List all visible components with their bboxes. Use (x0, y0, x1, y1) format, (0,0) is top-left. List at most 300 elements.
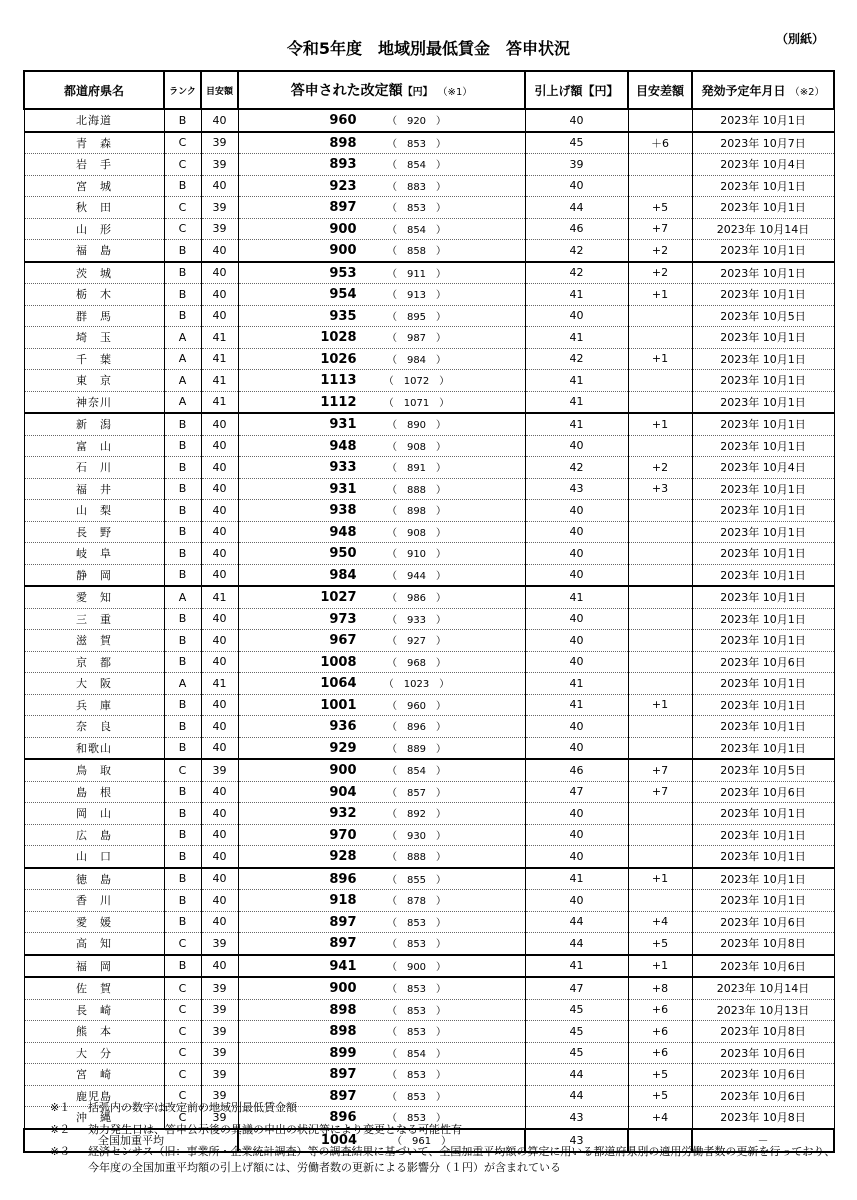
table-row (24, 781, 834, 803)
revised-amount: 893 (329, 157, 357, 173)
revised-amount: 936 (329, 719, 357, 735)
previous-amount: （ 987 ） (386, 333, 447, 345)
rank-cell: A (164, 370, 201, 392)
prefecture-cell: 神奈川 (24, 391, 164, 413)
revised-amount-cell (238, 175, 525, 197)
target-diff-cell: +7 (628, 218, 692, 240)
target-diff-cell (628, 716, 692, 738)
increase-cell: 44 (525, 911, 628, 933)
target-diff-cell (628, 630, 692, 652)
revised-amount: 896 (329, 871, 357, 887)
table-row (24, 1064, 834, 1086)
revised-amount: 904 (329, 784, 357, 800)
increase-cell: 40 (525, 521, 628, 543)
previous-amount: （ 984 ） (386, 354, 447, 366)
target-amount-cell: 39 (201, 197, 238, 219)
table-row (24, 370, 834, 392)
rank-cell: B (164, 305, 201, 327)
rank-cell: B (164, 240, 201, 262)
prefecture-cell: 石 川 (24, 457, 164, 479)
increase-cell: 40 (525, 175, 628, 197)
revised-amount: 1026 (320, 351, 357, 367)
target-amount-cell: 41 (201, 370, 238, 392)
target-amount-cell: 39 (201, 154, 238, 176)
revised-amount: 896 (329, 1110, 357, 1126)
revised-amount: 1008 (320, 654, 357, 670)
target-amount-cell: 40 (201, 305, 238, 327)
target-diff-cell: +1 (628, 868, 692, 890)
previous-amount: （ 858 ） (386, 246, 447, 258)
increase-cell: 40 (525, 564, 628, 586)
revised-amount: 898 (329, 1002, 357, 1018)
target-diff-cell: +6 (628, 1042, 692, 1064)
revised-amount-cell (238, 999, 525, 1021)
revised-amount-cell (238, 1042, 525, 1064)
effective-date-cell: 2023年 10月1日 (692, 543, 834, 565)
revised-amount-cell (238, 521, 525, 543)
target-diff-cell (628, 651, 692, 673)
total-label: 全国加重平均 (24, 1129, 238, 1152)
prefecture-cell: 福 島 (24, 240, 164, 262)
increase-cell: 40 (525, 824, 628, 846)
effective-date-cell: 2023年 10月1日 (692, 586, 834, 608)
previous-amount: （ 1071 ） (383, 397, 450, 409)
revised-amount-cell (238, 630, 525, 652)
revised-amount-cell (238, 716, 525, 738)
prefecture-cell: 宮 崎 (24, 1064, 164, 1086)
attachment-label: （別紙） (775, 32, 824, 46)
previous-amount: （ 853 ） (386, 1027, 447, 1039)
increase-cell: 42 (525, 348, 628, 370)
rank-cell: B (164, 694, 201, 716)
table-row (24, 759, 834, 781)
effective-date-cell: 2023年 10月1日 (692, 109, 834, 132)
footnote-mark: ※１ (50, 1101, 71, 1114)
increase-cell: 40 (525, 608, 628, 630)
rank-cell: B (164, 284, 201, 306)
revised-amount-cell (238, 154, 525, 176)
increase-cell: 43 (525, 478, 628, 500)
target-diff-cell (628, 890, 692, 912)
rank-cell: B (164, 716, 201, 738)
target-amount-cell: 40 (201, 478, 238, 500)
increase-cell: 40 (525, 651, 628, 673)
increase-cell: 40 (525, 630, 628, 652)
revised-amount: 970 (329, 827, 357, 843)
header-revised-unit: 【円】 (402, 87, 433, 98)
revised-amount-cell (238, 413, 525, 435)
revised-amount-cell (238, 737, 525, 759)
target-diff-cell (628, 846, 692, 868)
effective-date-cell: 2023年 10月14日 (692, 977, 834, 999)
increase-cell: 45 (525, 1042, 628, 1064)
increase-cell: 41 (525, 413, 628, 435)
effective-date-cell: 2023年 10月1日 (692, 240, 834, 262)
revised-amount: 918 (329, 893, 357, 909)
revised-amount: 900 (329, 243, 357, 259)
target-amount-cell: 40 (201, 781, 238, 803)
increase-cell: 40 (525, 500, 628, 522)
rank-cell: A (164, 391, 201, 413)
table-row (24, 521, 834, 543)
revised-amount-cell (238, 977, 525, 999)
target-diff-cell (628, 824, 692, 846)
increase-cell: 45 (525, 1021, 628, 1043)
increase-cell: 44 (525, 1064, 628, 1086)
effective-date-cell: 2023年 10月1日 (692, 694, 834, 716)
effective-date-cell: 2023年 10月1日 (692, 564, 834, 586)
effective-date-cell: 2023年 10月1日 (692, 262, 834, 284)
increase-cell: 42 (525, 457, 628, 479)
target-amount-cell: 41 (201, 327, 238, 349)
revised-amount: 960 (329, 113, 357, 129)
revised-amount-cell (238, 1021, 525, 1043)
effective-date-cell: 2023年 10月5日 (692, 305, 834, 327)
target-amount-cell: 39 (201, 933, 238, 955)
header-rank: ランク (164, 71, 201, 109)
effective-date-cell: 2023年 10月1日 (692, 348, 834, 370)
increase-cell: 42 (525, 240, 628, 262)
target-amount-cell: 39 (201, 1085, 238, 1107)
effective-date-cell: 2023年 10月8日 (692, 933, 834, 955)
revised-amount: 1113 (320, 373, 357, 389)
target-amount-cell: 39 (201, 759, 238, 781)
total-amount: 1004 (320, 1133, 357, 1148)
target-amount-cell: 41 (201, 586, 238, 608)
rank-cell: C (164, 999, 201, 1021)
revised-amount: 1112 (320, 394, 357, 410)
rank-cell: B (164, 175, 201, 197)
prefecture-cell: 和歌山 (24, 737, 164, 759)
table-header-row (24, 71, 834, 109)
header-revised-label: 答申された改定額 (290, 83, 403, 99)
increase-cell: 41 (525, 694, 628, 716)
target-diff-cell: +5 (628, 933, 692, 955)
table-row (24, 327, 834, 349)
previous-amount: （ 911 ） (386, 268, 447, 280)
increase-cell: 41 (525, 370, 628, 392)
revised-amount-cell (238, 132, 525, 154)
effective-date-cell: 2023年 10月4日 (692, 154, 834, 176)
target-amount-cell: 39 (201, 1064, 238, 1086)
rank-cell: B (164, 868, 201, 890)
target-diff-cell: +1 (628, 284, 692, 306)
revised-amount-cell (238, 478, 525, 500)
effective-date-cell: 2023年 10月1日 (692, 846, 834, 868)
effective-date-cell: 2023年 10月1日 (692, 716, 834, 738)
increase-cell: 40 (525, 803, 628, 825)
previous-amount: （ 913 ） (386, 290, 447, 302)
revised-amount-cell (238, 694, 525, 716)
previous-amount: （ 968 ） (386, 657, 447, 669)
prefecture-cell: 大 分 (24, 1042, 164, 1064)
target-diff-cell: +4 (628, 911, 692, 933)
rank-cell: C (164, 154, 201, 176)
prefecture-cell: 岐 阜 (24, 543, 164, 565)
revised-amount: 938 (329, 503, 357, 519)
table-row (24, 457, 834, 479)
rank-cell: B (164, 651, 201, 673)
rank-cell: B (164, 478, 201, 500)
minimum-wage-table (23, 70, 835, 1153)
revised-amount-cell (238, 564, 525, 586)
table-row (24, 435, 834, 457)
revised-amount-cell (238, 435, 525, 457)
rank-cell: C (164, 977, 201, 999)
table-row (24, 586, 834, 608)
rank-cell: B (164, 262, 201, 284)
rank-cell: B (164, 890, 201, 912)
rank-cell: B (164, 630, 201, 652)
revised-amount: 941 (329, 958, 357, 974)
revised-amount: 897 (329, 1067, 357, 1083)
revised-amount: 897 (329, 914, 357, 930)
table-row (24, 824, 834, 846)
table-row (24, 500, 834, 522)
table-row (24, 413, 834, 435)
revised-amount: 950 (329, 546, 357, 562)
target-diff-cell: +1 (628, 348, 692, 370)
rank-cell: B (164, 109, 201, 132)
header-revised-note: （※1） (437, 87, 473, 98)
table-row (24, 154, 834, 176)
effective-date-cell: 2023年 10月6日 (692, 1085, 834, 1107)
revised-amount-cell (238, 846, 525, 868)
target-amount-cell: 40 (201, 500, 238, 522)
target-diff-cell (628, 673, 692, 695)
revised-amount-cell (238, 890, 525, 912)
previous-amount: （ 853 ） (386, 138, 447, 150)
revised-amount-cell (238, 327, 525, 349)
increase-cell: 41 (525, 955, 628, 978)
previous-amount: （ 930 ） (386, 830, 447, 842)
rank-cell: C (164, 1042, 201, 1064)
rank-cell: B (164, 457, 201, 479)
footnote (50, 1100, 840, 1116)
prefecture-cell: 鳥 取 (24, 759, 164, 781)
target-amount-cell: 40 (201, 846, 238, 868)
footnote-text: 経済センサス（旧：事業所・企業統計調査）等の調査結果に基づいて、全国加重平均額の算定に用いる都道府県別の適用労働者数の更新を行っており、今年度の全国加重平均額の引上げ額には、労働者数の更新による影響分（１円）が含まれている (88, 1145, 836, 1174)
target-diff-cell (628, 564, 692, 586)
rank-cell: C (164, 218, 201, 240)
table-row (24, 977, 834, 999)
target-amount-cell: 39 (201, 132, 238, 154)
effective-date-cell: 2023年 10月7日 (692, 132, 834, 154)
target-amount-cell: 40 (201, 651, 238, 673)
revised-amount: 954 (329, 287, 357, 303)
rank-cell: A (164, 348, 201, 370)
table-row (24, 933, 834, 955)
header-effective-label: 発効予定年月日 (701, 83, 786, 98)
table-row (24, 262, 834, 284)
footnote-text: 効力発生日は、答申公示後の異議の申出の状況等により変更となる可能性有 (88, 1123, 462, 1136)
revised-amount-cell (238, 109, 525, 132)
effective-date-cell: 2023年 10月6日 (692, 1042, 834, 1064)
revised-amount: 953 (329, 265, 357, 281)
target-amount-cell: 40 (201, 457, 238, 479)
previous-amount: （ 944 ） (386, 570, 447, 582)
target-amount-cell: 40 (201, 240, 238, 262)
effective-date-cell: 2023年 10月1日 (692, 737, 834, 759)
effective-date-cell: 2023年 10月1日 (692, 890, 834, 912)
previous-amount: （ 892 ） (386, 809, 447, 821)
increase-cell: 40 (525, 737, 628, 759)
revised-amount: 1028 (320, 330, 357, 346)
target-diff-cell (628, 737, 692, 759)
previous-amount: （ 896 ） (386, 722, 447, 734)
table-row (24, 803, 834, 825)
target-diff-cell: +1 (628, 694, 692, 716)
revised-amount-cell (238, 803, 525, 825)
effective-date-cell: 2023年 10月1日 (692, 175, 834, 197)
revised-amount: 984 (329, 567, 357, 583)
revised-amount: 897 (329, 1088, 357, 1104)
revised-amount-cell (238, 457, 525, 479)
increase-cell: 42 (525, 262, 628, 284)
revised-amount: 1064 (320, 676, 357, 692)
prefecture-cell: 岩 手 (24, 154, 164, 176)
table-row (24, 109, 834, 132)
prefecture-cell: 京 都 (24, 651, 164, 673)
revised-amount-cell (238, 955, 525, 978)
target-diff-cell (628, 175, 692, 197)
target-amount-cell: 40 (201, 868, 238, 890)
effective-date-cell: 2023年 10月1日 (692, 824, 834, 846)
revised-amount-cell (238, 305, 525, 327)
increase-cell: 41 (525, 391, 628, 413)
footnote-mark: ※２ (50, 1123, 71, 1136)
target-diff-cell (628, 803, 692, 825)
table-row (24, 890, 834, 912)
prefecture-cell: 大 阪 (24, 673, 164, 695)
effective-date-cell: 2023年 10月1日 (692, 413, 834, 435)
revised-amount: 1027 (320, 590, 357, 606)
table-row (24, 1021, 834, 1043)
previous-amount: （ 853 ） (386, 917, 447, 929)
target-amount-cell: 41 (201, 391, 238, 413)
total-date: － (692, 1129, 834, 1152)
target-amount-cell: 39 (201, 218, 238, 240)
revised-amount-cell (238, 824, 525, 846)
target-amount-cell: 40 (201, 435, 238, 457)
table-row (24, 911, 834, 933)
table-row (24, 999, 834, 1021)
previous-amount: （ 853 ） (386, 203, 447, 215)
revised-amount: 967 (329, 633, 357, 649)
header-prefecture: 都道府県名 (24, 71, 164, 109)
previous-amount: （ 854 ） (386, 1048, 447, 1060)
prefecture-cell: 千 葉 (24, 348, 164, 370)
table-row (24, 348, 834, 370)
target-amount-cell: 40 (201, 803, 238, 825)
previous-amount: （ 960 ） (386, 700, 447, 712)
rank-cell: C (164, 197, 201, 219)
target-diff-cell (628, 543, 692, 565)
revised-amount: 933 (329, 460, 357, 476)
prefecture-cell: 香 川 (24, 890, 164, 912)
table-row (24, 284, 834, 306)
table-row (24, 543, 834, 565)
table-row (24, 737, 834, 759)
effective-date-cell: 2023年 10月1日 (692, 197, 834, 219)
prefecture-cell: 滋 賀 (24, 630, 164, 652)
previous-amount: （ 908 ） (386, 441, 447, 453)
header-revised-amount (238, 71, 525, 109)
previous-amount: （ 889 ） (386, 743, 447, 755)
rank-cell: C (164, 1085, 201, 1107)
rank-cell: B (164, 911, 201, 933)
target-amount-cell: 41 (201, 673, 238, 695)
previous-amount: （ 890 ） (386, 420, 447, 432)
previous-amount: （ 933 ） (386, 614, 447, 626)
previous-amount: （ 1072 ） (383, 376, 450, 388)
prefecture-cell: 群 馬 (24, 305, 164, 327)
revised-amount-cell (238, 262, 525, 284)
prefecture-cell: 静 岡 (24, 564, 164, 586)
footnote (50, 1144, 840, 1176)
prefecture-cell: 山 梨 (24, 500, 164, 522)
effective-date-cell: 2023年 10月13日 (692, 999, 834, 1021)
prefecture-cell: 長 崎 (24, 999, 164, 1021)
increase-cell: 41 (525, 673, 628, 695)
target-amount-cell: 40 (201, 564, 238, 586)
revised-amount-cell (238, 391, 525, 413)
target-amount-cell: 40 (201, 630, 238, 652)
previous-amount: （ 888 ） (386, 484, 447, 496)
revised-amount-cell (238, 240, 525, 262)
previous-amount: （ 927 ） (386, 636, 447, 648)
target-amount-cell: 40 (201, 543, 238, 565)
prefecture-cell: 熊 本 (24, 1021, 164, 1043)
revised-amount-cell (238, 348, 525, 370)
effective-date-cell: 2023年 10月1日 (692, 803, 834, 825)
footnote (50, 1122, 840, 1138)
revised-amount: 928 (329, 849, 357, 865)
target-diff-cell: +6 (628, 1021, 692, 1043)
effective-date-cell: 2023年 10月8日 (692, 1021, 834, 1043)
increase-cell: 40 (525, 846, 628, 868)
prefecture-cell: 長 野 (24, 521, 164, 543)
increase-cell: 41 (525, 868, 628, 890)
revised-amount: 897 (329, 200, 357, 216)
previous-amount: （ 878 ） (386, 896, 447, 908)
revised-amount: 1001 (320, 697, 357, 713)
table-row (24, 608, 834, 630)
rank-cell: B (164, 413, 201, 435)
increase-cell: 40 (525, 435, 628, 457)
target-diff-cell: +8 (628, 977, 692, 999)
footnotes (50, 1100, 840, 1182)
effective-date-cell: 2023年 10月1日 (692, 284, 834, 306)
effective-date-cell: 2023年 10月1日 (692, 478, 834, 500)
prefecture-cell: 福 岡 (24, 955, 164, 978)
previous-amount: （ 853 ） (386, 1091, 447, 1103)
previous-amount: （ 900 ） (386, 961, 447, 973)
target-amount-cell: 40 (201, 284, 238, 306)
prefecture-cell: 高 知 (24, 933, 164, 955)
previous-amount: （ 857 ） (386, 787, 447, 799)
revised-amount: 931 (329, 417, 357, 433)
revised-amount-cell (238, 673, 525, 695)
prefecture-cell: 福 井 (24, 478, 164, 500)
target-amount-cell: 40 (201, 694, 238, 716)
revised-amount-cell (238, 759, 525, 781)
revised-amount-cell (238, 500, 525, 522)
effective-date-cell: 2023年 10月6日 (692, 781, 834, 803)
prefecture-cell: 奈 良 (24, 716, 164, 738)
previous-amount: （ 883 ） (386, 181, 447, 193)
target-diff-cell: +3 (628, 478, 692, 500)
